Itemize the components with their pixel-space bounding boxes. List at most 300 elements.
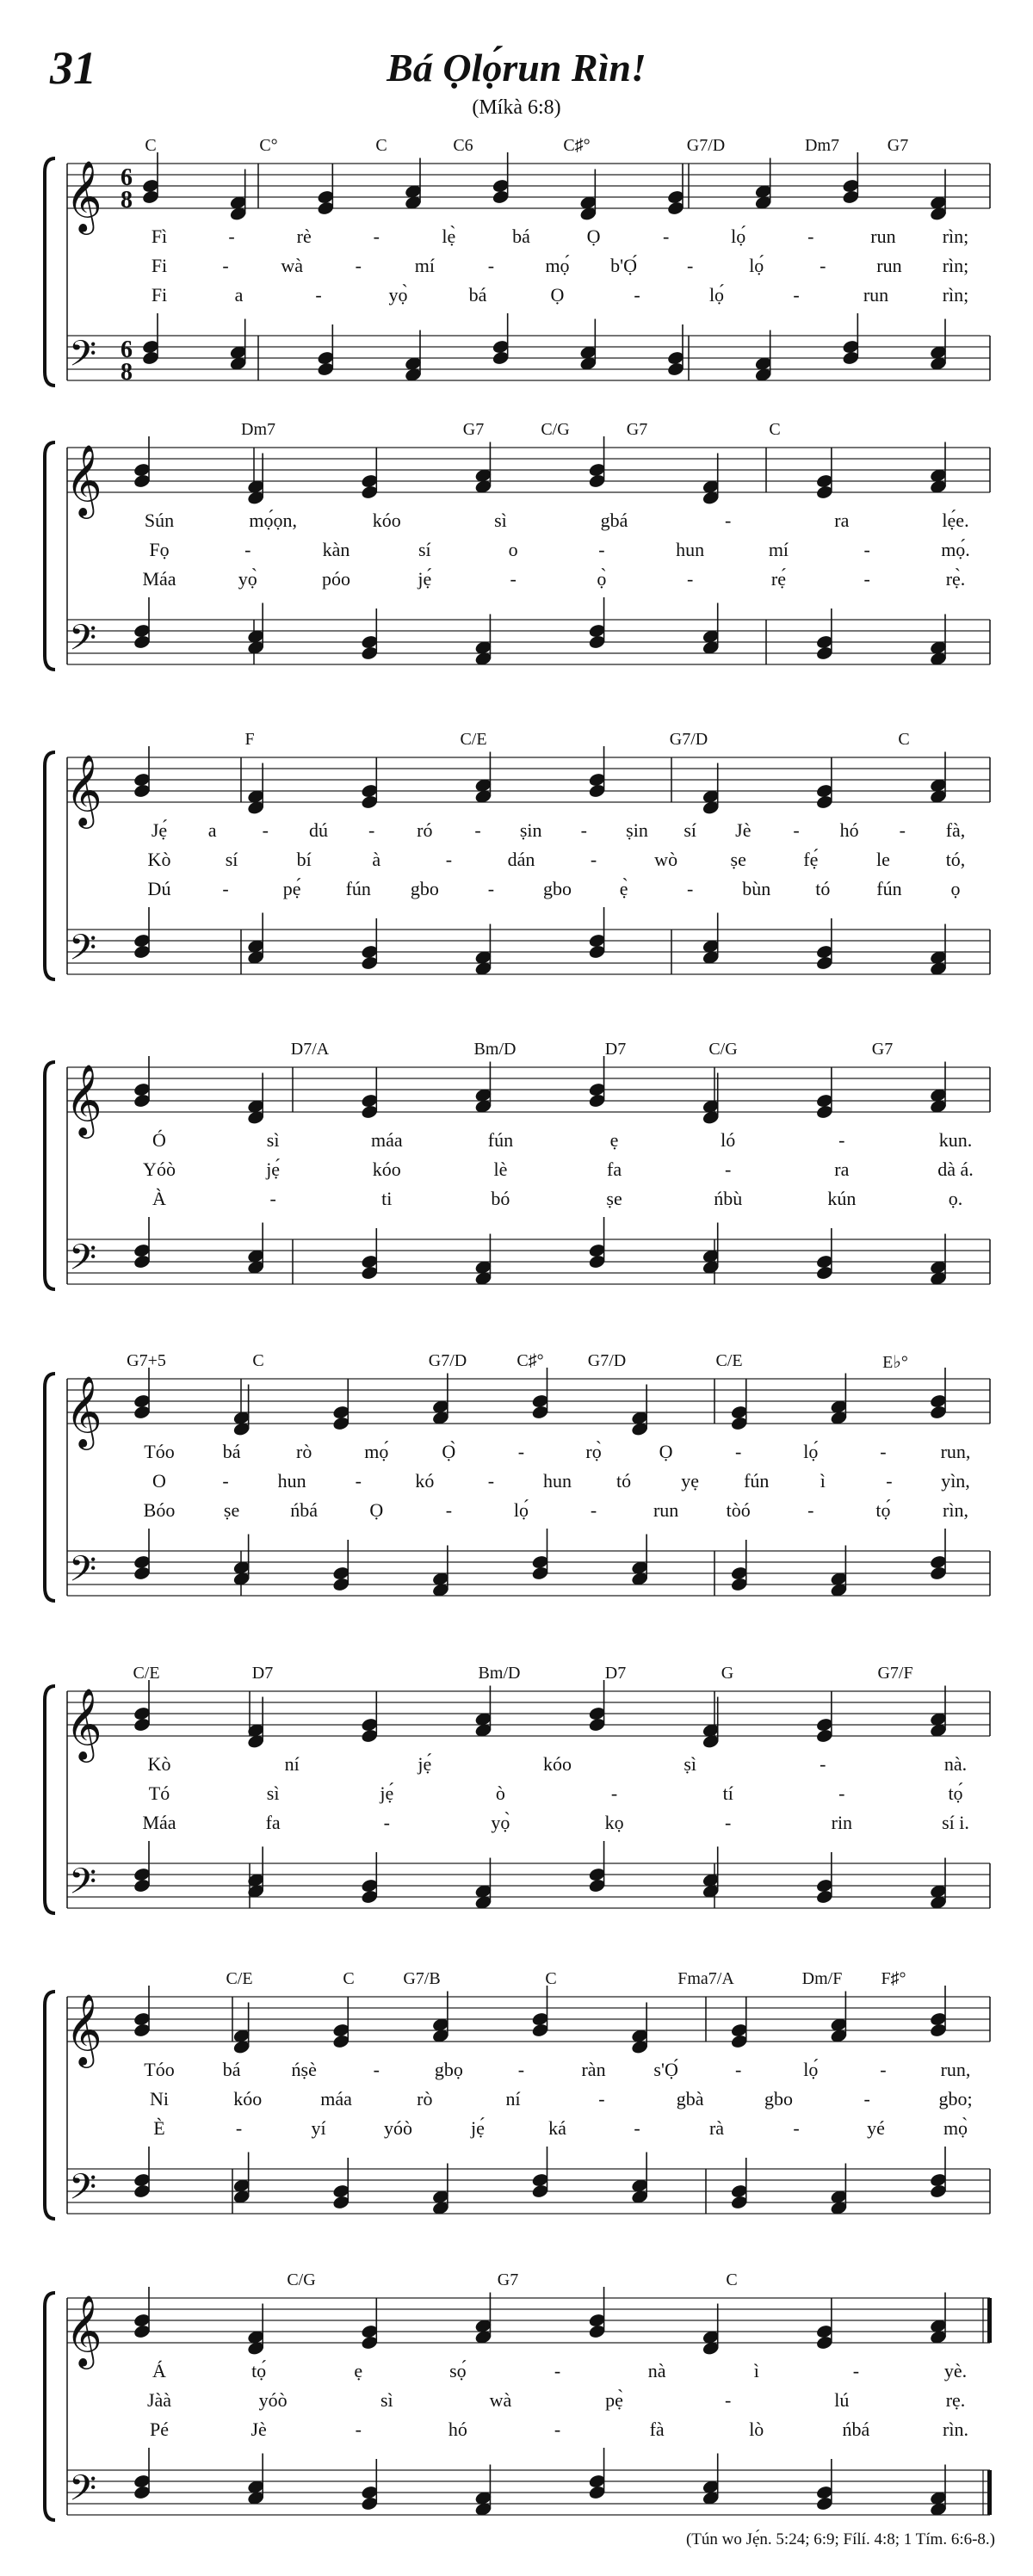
chord-symbol: D7 bbox=[251, 1664, 274, 1683]
lyric-syllable: - bbox=[880, 2059, 887, 2080]
treble-clef-icon: 𝄞 bbox=[65, 2294, 102, 2366]
chord-symbol: G7 bbox=[497, 2270, 519, 2289]
lyric-syllable: lò bbox=[749, 2418, 764, 2440]
lyric-syllable: rẹ̀. bbox=[945, 568, 966, 590]
chord-symbol: D7 bbox=[604, 1040, 627, 1059]
chord-symbol: G7/D bbox=[686, 136, 726, 155]
lyric-syllable: bá bbox=[468, 284, 487, 306]
lyric-syllable: - bbox=[222, 255, 229, 276]
chord-symbol: C/E bbox=[133, 1664, 160, 1683]
lyric-syllable: O bbox=[152, 1470, 166, 1492]
chord-symbol: G7/F bbox=[877, 1664, 913, 1683]
bass-clef-icon: 𝄢 bbox=[69, 1237, 97, 1287]
lyric-syllable: mọ́ọn, bbox=[249, 510, 297, 531]
lyric-syllable: gbo bbox=[764, 2088, 793, 2110]
lyric-syllable: ṣin bbox=[519, 819, 542, 841]
treble-clef-icon: 𝄞 bbox=[65, 1687, 102, 1759]
lyric-syllable: sí i. bbox=[942, 1812, 969, 1833]
lyric-syllable: - bbox=[228, 225, 235, 247]
lyric-syllable: tó bbox=[815, 878, 831, 899]
system-bracket bbox=[45, 2293, 55, 2520]
lyric-syllable: bá bbox=[222, 1441, 241, 1462]
lyric-syllable: - bbox=[269, 1188, 276, 1209]
lyric-syllable: bá bbox=[222, 2059, 241, 2080]
lyric-syllable: - bbox=[686, 568, 694, 590]
lyric-syllable: ọ. bbox=[948, 1188, 963, 1209]
lyric-syllable: nà bbox=[647, 2360, 666, 2381]
lyric-syllable: le bbox=[875, 849, 890, 870]
chord-symbol: G7 bbox=[887, 136, 909, 155]
staff-svg bbox=[43, 1344, 999, 1620]
lyric-syllable: ti bbox=[381, 1188, 393, 1209]
chord-symbol: G7 bbox=[462, 420, 485, 439]
lyric-syllable: - bbox=[793, 2117, 800, 2139]
lyric-syllable: gbo bbox=[410, 878, 439, 899]
lyric-syllable: - bbox=[838, 1782, 845, 1804]
lyric-syllable: fa bbox=[607, 1158, 622, 1180]
lyric-syllable: fà bbox=[649, 2418, 665, 2440]
lyric-syllable: - bbox=[598, 2088, 605, 2110]
lyric-syllable: È bbox=[153, 2117, 165, 2139]
lyric-syllable: tọ́ bbox=[875, 1499, 891, 1521]
lyric-syllable: yìn, bbox=[941, 1470, 970, 1492]
lyric-syllable: ńbá bbox=[842, 2418, 870, 2440]
lyric-syllable: Ni bbox=[150, 2088, 169, 2110]
bass-clef-icon: 𝄢 bbox=[69, 333, 97, 383]
lyric-syllable: mí bbox=[768, 539, 789, 560]
lyric-syllable: hun bbox=[543, 1470, 572, 1492]
chord-symbol: C bbox=[252, 1351, 264, 1370]
music-system bbox=[43, 1033, 999, 1308]
lyric-syllable: máa bbox=[320, 2088, 352, 2110]
chord-symbol: F♯° bbox=[881, 1969, 906, 1988]
lyric-syllable: lọ́ bbox=[803, 2059, 819, 2080]
lyric-syllable: Fọ bbox=[149, 539, 170, 560]
chord-symbol: C♯° bbox=[516, 1351, 544, 1370]
chord-symbol: C bbox=[375, 136, 387, 155]
lyric-syllable: - bbox=[510, 568, 516, 590]
lyric-syllable: pẹ́ bbox=[282, 878, 301, 899]
lyric-syllable: gbo bbox=[543, 878, 572, 899]
lyric-syllable: fa bbox=[265, 1812, 281, 1833]
lyric-syllable: ra bbox=[834, 510, 850, 531]
lyric-syllable: kóo bbox=[372, 510, 401, 531]
lyric-syllable: - bbox=[886, 1470, 893, 1492]
lyric-syllable: ló bbox=[721, 1129, 736, 1151]
lyric-syllable: lẹ́e. bbox=[942, 510, 969, 531]
lyric-syllable: yọ̀ bbox=[491, 1812, 510, 1833]
lyric-syllable: rẹ. bbox=[945, 2389, 966, 2411]
lyric-syllable: sì bbox=[266, 1782, 280, 1804]
lyric-syllable: mọ́ bbox=[545, 255, 570, 276]
lyric-syllable: Fì bbox=[151, 225, 168, 247]
lyric-syllable: - bbox=[735, 2059, 742, 2080]
chord-symbol: C/G bbox=[541, 420, 570, 439]
lyric-syllable: - bbox=[445, 1499, 453, 1521]
lyric-syllable: lẹ̀ bbox=[442, 225, 456, 247]
lyric-syllable: - bbox=[598, 539, 605, 560]
lyric-syllable: ṣe bbox=[606, 1188, 622, 1209]
chord-symbol: C° bbox=[259, 136, 278, 155]
final-barline-thick bbox=[987, 2298, 992, 2343]
chord-symbol: C6 bbox=[453, 136, 473, 155]
lyric-syllable: máa bbox=[370, 1129, 403, 1151]
staff-svg bbox=[43, 129, 999, 405]
lyric-syllable: - bbox=[262, 819, 269, 841]
bass-clef-icon: 𝄢 bbox=[69, 2166, 97, 2216]
chord-symbol: G7/D bbox=[587, 1351, 627, 1370]
lyric-syllable: yè. bbox=[943, 2360, 968, 2381]
chord-symbol: G7 bbox=[871, 1040, 894, 1059]
lyric-syllable: rò bbox=[296, 1441, 312, 1462]
lyric-syllable: Ọ bbox=[550, 284, 565, 306]
time-signature-bottom: 8 bbox=[121, 187, 133, 213]
lyric-syllable: ṣe bbox=[223, 1499, 240, 1521]
lyric-syllable: lọ́ bbox=[731, 225, 746, 247]
lyric-syllable: - bbox=[487, 878, 495, 899]
lyric-syllable: ràn bbox=[581, 2059, 606, 2080]
lyric-syllable: fẹ́ bbox=[803, 849, 819, 870]
chord-symbol: G7 bbox=[626, 420, 648, 439]
lyric-syllable: Fi bbox=[151, 284, 168, 306]
lyric-syllable: Pé bbox=[150, 2418, 169, 2440]
lyric-syllable: yọ̀ bbox=[238, 568, 257, 590]
lyric-syllable: - bbox=[554, 2418, 561, 2440]
lyric-syllable: jẹ́ bbox=[380, 1782, 394, 1804]
lyric-syllable: ńṣè bbox=[291, 2059, 317, 2080]
lyric-syllable: fún bbox=[876, 878, 902, 899]
lyric-syllable: - bbox=[807, 1499, 814, 1521]
lyric-syllable: - bbox=[554, 2360, 561, 2381]
chord-symbol: E♭° bbox=[882, 1353, 908, 1372]
lyric-syllable: run bbox=[876, 255, 902, 276]
lyric-syllable: Ọ bbox=[586, 225, 601, 247]
music-system bbox=[43, 723, 999, 998]
lyric-syllable: wà bbox=[489, 2389, 512, 2411]
lyric-syllable: Dú bbox=[147, 878, 171, 899]
treble-clef-icon: 𝄞 bbox=[65, 753, 102, 825]
lyric-syllable: yọ̀ bbox=[388, 284, 408, 306]
chord-symbol: C/E bbox=[715, 1351, 743, 1370]
lyric-syllable: - bbox=[487, 255, 495, 276]
lyric-syllable: sí bbox=[418, 539, 431, 560]
lyric-syllable: - bbox=[610, 1782, 618, 1804]
lyric-syllable: - bbox=[517, 1441, 525, 1462]
lyric-syllable: Ọ̀ bbox=[442, 1441, 456, 1462]
music-system bbox=[43, 1344, 999, 1620]
system-bracket bbox=[45, 158, 55, 386]
lyric-syllable: ọ̀ bbox=[597, 568, 607, 590]
lyric-syllable: - bbox=[590, 1499, 597, 1521]
lyric-syllable: jẹ́ bbox=[471, 2117, 485, 2139]
page-title: Bá Ọlọ́run Rìn! bbox=[387, 46, 646, 90]
lyric-syllable: - bbox=[863, 568, 870, 590]
chord-symbol: C/E bbox=[460, 730, 487, 749]
lyric-syllable: Kò bbox=[147, 849, 171, 870]
lyric-syllable: Jè bbox=[251, 2418, 267, 2440]
lyric-syllable: kun. bbox=[938, 1129, 973, 1151]
lyric-syllable: ṣe bbox=[730, 849, 746, 870]
staff-svg bbox=[43, 2264, 999, 2539]
lyric-syllable: rọ̀ bbox=[585, 1441, 602, 1462]
lyric-syllable: rò bbox=[417, 2088, 433, 2110]
lyric-syllable: gbọ bbox=[434, 2059, 463, 2080]
lyric-syllable: Máa bbox=[142, 568, 176, 590]
lyric-syllable: jẹ́ bbox=[266, 1158, 281, 1180]
lyric-syllable: gbá bbox=[600, 510, 628, 531]
lyric-syllable: sí bbox=[225, 849, 238, 870]
lyric-syllable: a bbox=[234, 284, 244, 306]
music-system bbox=[43, 2264, 999, 2539]
lyric-syllable: - bbox=[662, 225, 670, 247]
lyric-syllable: - bbox=[445, 849, 453, 870]
hymn-number: 31 bbox=[50, 42, 96, 94]
lyric-syllable: à bbox=[372, 849, 381, 870]
lyric-syllable: Jẹ́ bbox=[151, 819, 168, 841]
lyric-syllable: rìn, bbox=[943, 1499, 968, 1521]
lyric-syllable: - bbox=[793, 284, 800, 306]
chord-symbol: C/G bbox=[287, 2270, 316, 2289]
footer-reference: (Tún wo Jẹ́n. 5:24; 6:9; Fílí. 4:8; 1 Tím. 6:6-8.) bbox=[685, 2530, 995, 2548]
lyric-syllable: Tó bbox=[148, 1782, 170, 1804]
lyric-syllable: - bbox=[383, 1812, 390, 1833]
chord-symbol: Dm7 bbox=[805, 136, 839, 155]
chord-symbol: G bbox=[721, 1664, 734, 1683]
lyric-syllable: fà, bbox=[945, 819, 966, 841]
chord-symbol: F bbox=[244, 730, 255, 749]
lyric-syllable: rìn. bbox=[943, 2418, 968, 2440]
lyric-syllable: - bbox=[725, 2389, 732, 2411]
lyric-syllable: - bbox=[634, 284, 640, 306]
lyric-syllable: o bbox=[508, 539, 518, 560]
lyric-syllable: run, bbox=[940, 1441, 971, 1462]
lyric-syllable: lú bbox=[834, 2389, 850, 2411]
lyric-syllable: kóo bbox=[543, 1753, 572, 1775]
lyric-syllable: - bbox=[235, 2117, 243, 2139]
lyric-syllable: - bbox=[686, 878, 694, 899]
lyric-syllable: - bbox=[725, 1158, 732, 1180]
chord-symbol: D7 bbox=[604, 1664, 627, 1683]
lyric-syllable: - bbox=[820, 1753, 826, 1775]
lyric-syllable: ní bbox=[284, 1753, 300, 1775]
lyric-syllable: ńbù bbox=[714, 1188, 743, 1209]
lyric-syllable: - bbox=[807, 225, 814, 247]
bass-clef-icon: 𝄢 bbox=[69, 1861, 97, 1911]
lyric-syllable: lọ́ bbox=[708, 284, 725, 306]
lyric-syllable: dà á. bbox=[937, 1158, 974, 1180]
lyric-syllable: kó bbox=[415, 1470, 435, 1492]
lyric-syllable: rìn; bbox=[942, 225, 969, 247]
lyric-syllable: yóò bbox=[384, 2117, 412, 2139]
lyric-syllable: - bbox=[725, 510, 732, 531]
lyric-syllable: sì bbox=[494, 510, 507, 531]
lyric-syllable: - bbox=[222, 878, 229, 899]
lyric-syllable: kọ bbox=[604, 1812, 624, 1833]
chord-symbol: G7+5 bbox=[127, 1351, 166, 1370]
staff-svg bbox=[43, 413, 999, 689]
lyric-syllable: ọ bbox=[950, 878, 961, 899]
system-bracket bbox=[45, 1374, 55, 1601]
lyric-syllable: mọ̀ bbox=[943, 2117, 968, 2139]
lyric-syllable: ká bbox=[548, 2117, 566, 2139]
lyric-syllable: - bbox=[880, 1441, 887, 1462]
chord-symbol: C bbox=[898, 730, 910, 749]
lyric-syllable: - bbox=[634, 2117, 640, 2139]
lyric-syllable: Sún bbox=[144, 510, 175, 531]
lyric-syllable: lọ́ bbox=[513, 1499, 529, 1521]
lyric-syllable: jẹ́ bbox=[418, 568, 432, 590]
lyric-syllable: rà bbox=[708, 2117, 725, 2139]
chord-symbol: C bbox=[545, 1969, 557, 1988]
treble-clef-icon: 𝄞 bbox=[65, 1992, 102, 2065]
lyric-syllable: sí bbox=[684, 819, 696, 841]
lyric-syllable: hun bbox=[277, 1470, 306, 1492]
lyric-syllable: ì bbox=[820, 1470, 826, 1492]
lyric-syllable: sì bbox=[380, 2389, 393, 2411]
chord-symbol: Bm/D bbox=[473, 1040, 516, 1059]
music-system bbox=[43, 413, 999, 689]
chord-symbol: C/E bbox=[226, 1969, 253, 1988]
lyric-syllable: tó bbox=[616, 1470, 632, 1492]
music-system bbox=[43, 1962, 999, 2238]
chord-symbol: C bbox=[769, 420, 781, 439]
lyric-syllable: hun bbox=[676, 539, 705, 560]
final-barline-thick bbox=[987, 2470, 992, 2515]
lyric-syllable: ṣin bbox=[626, 819, 648, 841]
system-bracket bbox=[45, 442, 55, 670]
lyric-syllable: ṣì bbox=[684, 1753, 696, 1775]
lyric-syllable: kún bbox=[827, 1188, 857, 1209]
lyric-syllable: b'Ọ́ bbox=[610, 255, 638, 276]
lyric-syllable: rìn; bbox=[942, 284, 969, 306]
lyric-syllable: kàn bbox=[322, 539, 350, 560]
system-bracket bbox=[45, 1992, 55, 2219]
lyric-syllable: ró bbox=[417, 819, 433, 841]
lyric-syllable: - bbox=[355, 2418, 362, 2440]
lyric-syllable: Á bbox=[152, 2360, 166, 2381]
lyric-syllable: rẹ́ bbox=[770, 568, 786, 590]
lyric-syllable: sì bbox=[266, 1129, 280, 1151]
lyric-syllable: - bbox=[863, 2088, 870, 2110]
staff-svg bbox=[43, 1033, 999, 1308]
chord-symbol: C/G bbox=[708, 1040, 738, 1059]
lyric-syllable: mọ́. bbox=[941, 539, 970, 560]
lyric-syllable: ńbá bbox=[290, 1499, 319, 1521]
lyric-syllable: - bbox=[725, 1812, 732, 1833]
lyric-syllable: Tóo bbox=[144, 1441, 175, 1462]
lyric-syllable: rin bbox=[831, 1812, 853, 1833]
lyric-syllable: dú bbox=[309, 819, 328, 841]
lyric-syllable: tọ́ bbox=[251, 2360, 267, 2381]
lyric-syllable: Yóò bbox=[143, 1158, 176, 1180]
lyric-syllable: yí bbox=[311, 2117, 326, 2139]
lyric-syllable: - bbox=[368, 819, 375, 841]
music-system bbox=[43, 129, 999, 405]
lyric-syllable: kóo bbox=[372, 1158, 401, 1180]
bass-clef-icon: 𝄢 bbox=[69, 617, 97, 667]
lyric-syllable: bá bbox=[512, 225, 530, 247]
treble-clef-icon: 𝄞 bbox=[65, 443, 102, 516]
lyric-syllable: Fi bbox=[151, 255, 168, 276]
chord-symbol: C bbox=[726, 2270, 738, 2289]
chord-symbol: C♯° bbox=[563, 136, 591, 155]
chord-symbol: Fma7/A bbox=[677, 1969, 734, 1988]
lyric-syllable: - bbox=[735, 1441, 742, 1462]
lyric-syllable: - bbox=[863, 539, 870, 560]
treble-clef-icon: 𝄞 bbox=[65, 1063, 102, 1135]
lyric-syllable: - bbox=[838, 1129, 845, 1151]
lyric-syllable: gbà bbox=[676, 2088, 704, 2110]
lyric-syllable: ẹ̀ bbox=[619, 878, 628, 899]
scripture-reference: (Míkà 6:8) bbox=[472, 96, 561, 119]
lyric-syllable: - bbox=[793, 819, 800, 841]
lyric-syllable: gbo; bbox=[938, 2088, 973, 2110]
lyric-syllable: - bbox=[355, 1470, 362, 1492]
lyric-syllable: Jàà bbox=[146, 2389, 172, 2411]
lyric-syllable: - bbox=[580, 819, 587, 841]
lyric-syllable: yé bbox=[867, 2117, 885, 2139]
lyric-syllable: - bbox=[517, 2059, 525, 2080]
treble-clef-icon: 𝄞 bbox=[65, 1374, 102, 1447]
treble-clef-icon: 𝄞 bbox=[65, 159, 102, 232]
chord-symbol: G7/B bbox=[403, 1969, 441, 1988]
lyric-syllable: a bbox=[207, 819, 217, 841]
lyric-syllable: bùn bbox=[742, 878, 771, 899]
lyric-syllable: - bbox=[590, 849, 597, 870]
lyric-syllable: dán bbox=[507, 849, 535, 870]
lyric-syllable: - bbox=[686, 255, 694, 276]
lyric-syllable: - bbox=[222, 1470, 229, 1492]
lyric-syllable: sọ́ bbox=[449, 2360, 467, 2381]
chord-symbol: Dm/F bbox=[801, 1969, 843, 1988]
system-bracket bbox=[45, 1686, 55, 1913]
lyric-syllable: mọ́ bbox=[364, 1441, 389, 1462]
lyric-syllable: hó bbox=[448, 2418, 467, 2440]
lyric-syllable: kóo bbox=[233, 2088, 263, 2110]
lyric-syllable: Ọ bbox=[659, 1441, 673, 1462]
chord-symbol: C bbox=[343, 1969, 355, 1988]
chord-symbol: C bbox=[145, 136, 157, 155]
lyric-syllable: - bbox=[820, 255, 826, 276]
chord-symbol: D7/A bbox=[290, 1040, 330, 1059]
lyric-syllable: tó, bbox=[945, 849, 966, 870]
lyric-syllable: run bbox=[863, 284, 889, 306]
lyric-syllable: rè bbox=[296, 225, 312, 247]
bass-clef-icon: 𝄢 bbox=[69, 2468, 97, 2517]
bass-clef-icon: 𝄢 bbox=[69, 1548, 97, 1598]
lyric-syllable: ò bbox=[495, 1782, 505, 1804]
chord-symbol: Dm7 bbox=[241, 420, 275, 439]
time-signature-bottom: 8 bbox=[121, 359, 133, 386]
lyric-syllable: Máa bbox=[142, 1812, 176, 1833]
lyric-syllable: ẹ bbox=[609, 1129, 619, 1151]
lyric-syllable: ẹ bbox=[354, 2360, 363, 2381]
lyric-syllable: run bbox=[653, 1499, 679, 1521]
lyric-syllable: Tóo bbox=[144, 2059, 175, 2080]
lyric-syllable: ní bbox=[505, 2088, 521, 2110]
lyric-syllable: yóò bbox=[258, 2389, 288, 2411]
lyric-syllable: - bbox=[474, 819, 481, 841]
lyric-syllable: mí bbox=[414, 255, 435, 276]
system-bracket bbox=[45, 752, 55, 979]
lyric-syllable: run, bbox=[940, 2059, 971, 2080]
time-signature-top: 6 bbox=[121, 337, 133, 363]
lyric-syllable: ra bbox=[834, 1158, 850, 1180]
lyric-syllable: Kò bbox=[147, 1753, 171, 1775]
lyric-syllable: fún bbox=[744, 1470, 770, 1492]
chord-symbol: G7/D bbox=[428, 1351, 467, 1370]
staff-svg bbox=[43, 1962, 999, 2238]
